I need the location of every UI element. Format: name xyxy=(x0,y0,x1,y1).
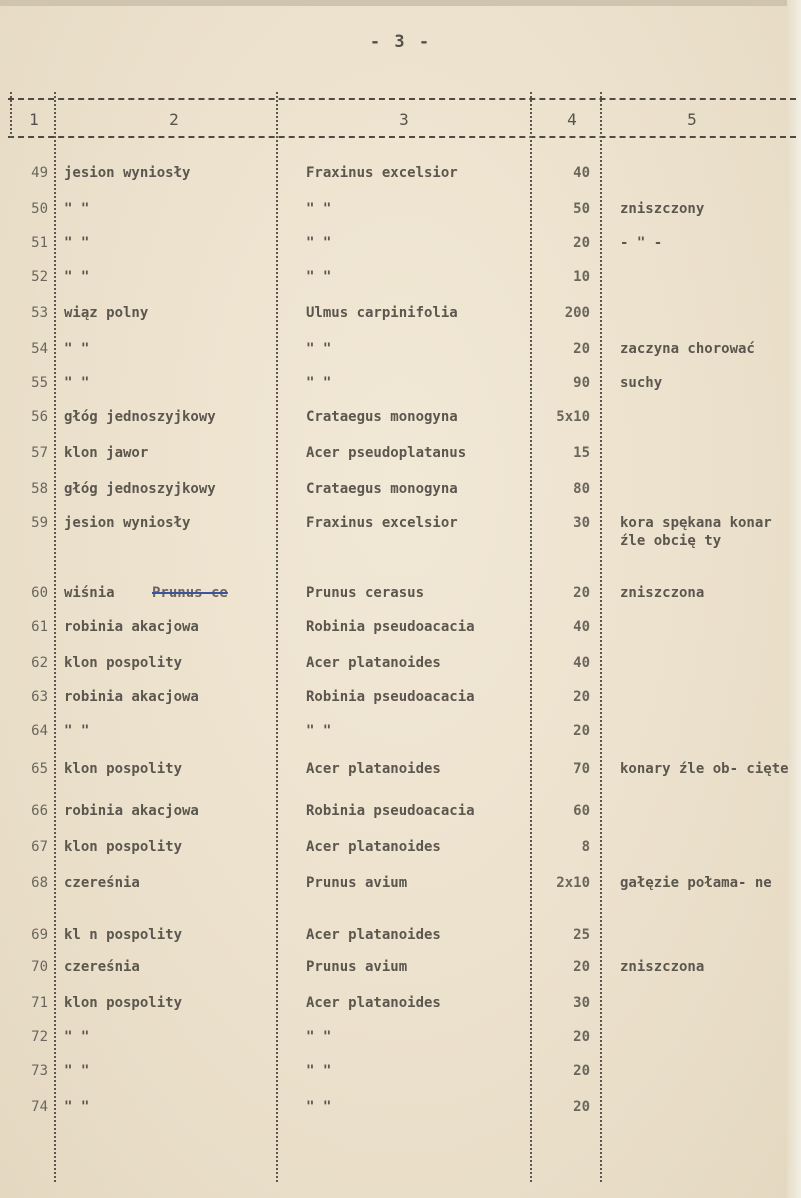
struck-through-text: Prunus ce xyxy=(152,585,228,601)
measurement-value: 30 xyxy=(573,515,590,531)
row-number: 68 xyxy=(31,875,48,891)
polish-name: klon pospolity xyxy=(64,655,183,671)
row-number: 49 xyxy=(31,165,48,181)
row-number: 57 xyxy=(31,445,48,461)
polish-name: głóg jednoszyjkowy xyxy=(64,481,216,497)
row-number: 56 xyxy=(31,409,48,425)
polish-name: czereśnia xyxy=(64,959,140,975)
measurement-value: 20 xyxy=(573,959,590,975)
measurement-value: 20 xyxy=(573,585,590,601)
polish-name: " " xyxy=(64,341,90,357)
row-number: 74 xyxy=(31,1099,48,1115)
measurement-value: 70 xyxy=(573,761,590,777)
polish-name: " " xyxy=(64,375,90,391)
polish-name: jesion wyniosły xyxy=(64,165,191,181)
latin-name: Prunus avium xyxy=(306,959,408,975)
measurement-value: 25 xyxy=(573,927,590,943)
latin-name: Prunus cerasus xyxy=(306,585,425,601)
latin-name: " " xyxy=(306,1029,332,1045)
row-number: 62 xyxy=(31,655,48,671)
latin-name: Crataegus monogyna xyxy=(306,481,458,497)
polish-name: " " xyxy=(64,201,90,217)
latin-name: Robinia pseudoacacia xyxy=(306,689,475,705)
measurement-value: 10 xyxy=(573,269,590,285)
remark: zniszczona xyxy=(620,585,705,601)
column-divider-2 xyxy=(276,92,278,1182)
remark: - " - xyxy=(620,235,663,251)
polish-name: " " xyxy=(64,1029,90,1045)
latin-name: " " xyxy=(306,1099,332,1115)
remark: zniszczona xyxy=(620,959,705,975)
latin-name: " " xyxy=(306,375,332,391)
measurement-value: 30 xyxy=(573,995,590,1011)
row-number: 53 xyxy=(31,305,48,321)
polish-name: klon pospolity xyxy=(64,839,183,855)
polish-name: robinia akacjowa xyxy=(64,803,199,819)
polish-name: klon pospolity xyxy=(64,995,183,1011)
measurement-value: 2x10 xyxy=(556,875,590,891)
latin-name: Acer platanoides xyxy=(306,839,441,855)
row-number: 58 xyxy=(31,481,48,497)
polish-name: czereśnia xyxy=(64,875,140,891)
measurement-value: 50 xyxy=(573,201,590,217)
measurement-value: 80 xyxy=(573,481,590,497)
measurement-value: 20 xyxy=(573,1099,590,1115)
polish-name: jesion wyniosły xyxy=(64,515,191,531)
column-divider-4 xyxy=(600,92,602,1182)
row-number: 73 xyxy=(31,1063,48,1079)
remark: zaczyna chorować xyxy=(620,341,755,357)
page-top-edge xyxy=(0,0,801,6)
measurement-value: 40 xyxy=(573,619,590,635)
remark: konary źle ob- cięte xyxy=(620,761,789,777)
row-number: 52 xyxy=(31,269,48,285)
table-header-rule xyxy=(8,136,796,138)
latin-name: Prunus avium xyxy=(306,875,408,891)
latin-name: Acer pseudoplatanus xyxy=(306,445,467,461)
latin-name: " " xyxy=(306,235,332,251)
row-number: 54 xyxy=(31,341,48,357)
remark: suchy xyxy=(620,375,663,391)
polish-name: wiąz polny xyxy=(64,305,149,321)
remark: kora spękana konar źle obcię ty xyxy=(620,515,772,549)
measurement-value: 90 xyxy=(573,375,590,391)
polish-name: " " xyxy=(64,723,90,739)
row-number: 64 xyxy=(31,723,48,739)
measurement-value: 60 xyxy=(573,803,590,819)
polish-name: głóg jednoszyjkowy xyxy=(64,409,216,425)
measurement-value: 5x10 xyxy=(556,409,590,425)
column-divider-3 xyxy=(530,92,532,1182)
measurement-value: 20 xyxy=(573,1063,590,1079)
latin-name: Acer platanoides xyxy=(306,655,441,671)
column-divider-left xyxy=(10,92,12,138)
latin-name: Crataegus monogyna xyxy=(306,409,458,425)
polish-name: " " xyxy=(64,269,90,285)
column-header-3: 3 xyxy=(399,110,409,129)
row-number: 69 xyxy=(31,927,48,943)
row-number: 63 xyxy=(31,689,48,705)
latin-name: Fraxinus excelsior xyxy=(306,165,458,181)
measurement-value: 20 xyxy=(573,1029,590,1045)
row-number: 51 xyxy=(31,235,48,251)
polish-name: " " xyxy=(64,235,90,251)
measurement-value: 20 xyxy=(573,689,590,705)
table-top-rule xyxy=(8,98,796,100)
measurement-value: 20 xyxy=(573,341,590,357)
polish-name: klon jawor xyxy=(64,445,149,461)
latin-name: Ulmus carpinifolia xyxy=(306,305,458,321)
measurement-value: 40 xyxy=(573,165,590,181)
polish-name: robinia akacjowa xyxy=(64,619,199,635)
row-number: 50 xyxy=(31,201,48,217)
row-number: 55 xyxy=(31,375,48,391)
polish-name: klon pospolity xyxy=(64,761,183,777)
latin-name: Acer platanoides xyxy=(306,995,441,1011)
latin-name: Acer platanoides xyxy=(306,927,441,943)
column-header-1: 1 xyxy=(29,110,39,129)
polish-name: " " xyxy=(64,1099,90,1115)
latin-name: Fraxinus excelsior xyxy=(306,515,458,531)
remark: zniszczony xyxy=(620,201,705,217)
row-number: 70 xyxy=(31,959,48,975)
row-number: 65 xyxy=(31,761,48,777)
polish-name: kl n pospolity xyxy=(64,927,183,943)
row-number: 61 xyxy=(31,619,48,635)
latin-name: " " xyxy=(306,1063,332,1079)
row-number: 59 xyxy=(31,515,48,531)
latin-name: " " xyxy=(306,341,332,357)
latin-name: " " xyxy=(306,269,332,285)
latin-name: " " xyxy=(306,723,332,739)
row-number: 72 xyxy=(31,1029,48,1045)
measurement-value: 20 xyxy=(573,235,590,251)
measurement-value: 8 xyxy=(581,839,590,855)
column-header-4: 4 xyxy=(567,110,577,129)
measurement-value: 40 xyxy=(573,655,590,671)
remark: gałęzie połama- ne xyxy=(620,875,772,891)
row-number: 67 xyxy=(31,839,48,855)
measurement-value: 15 xyxy=(573,445,590,461)
latin-name: Robinia pseudoacacia xyxy=(306,619,475,635)
row-number: 71 xyxy=(31,995,48,1011)
polish-name: robinia akacjowa xyxy=(64,689,199,705)
column-header-5: 5 xyxy=(687,110,697,129)
latin-name: " " xyxy=(306,201,332,217)
column-divider-1 xyxy=(54,92,56,1182)
page-number: - 3 - xyxy=(369,32,432,52)
latin-name: Acer platanoides xyxy=(306,761,441,777)
row-number: 66 xyxy=(31,803,48,819)
latin-name: Robinia pseudoacacia xyxy=(306,803,475,819)
column-header-2: 2 xyxy=(169,110,179,129)
polish-name: wiśnia xyxy=(64,585,115,601)
measurement-value: 200 xyxy=(564,305,590,321)
row-number: 60 xyxy=(31,585,48,601)
polish-name: " " xyxy=(64,1063,90,1079)
measurement-value: 20 xyxy=(573,723,590,739)
